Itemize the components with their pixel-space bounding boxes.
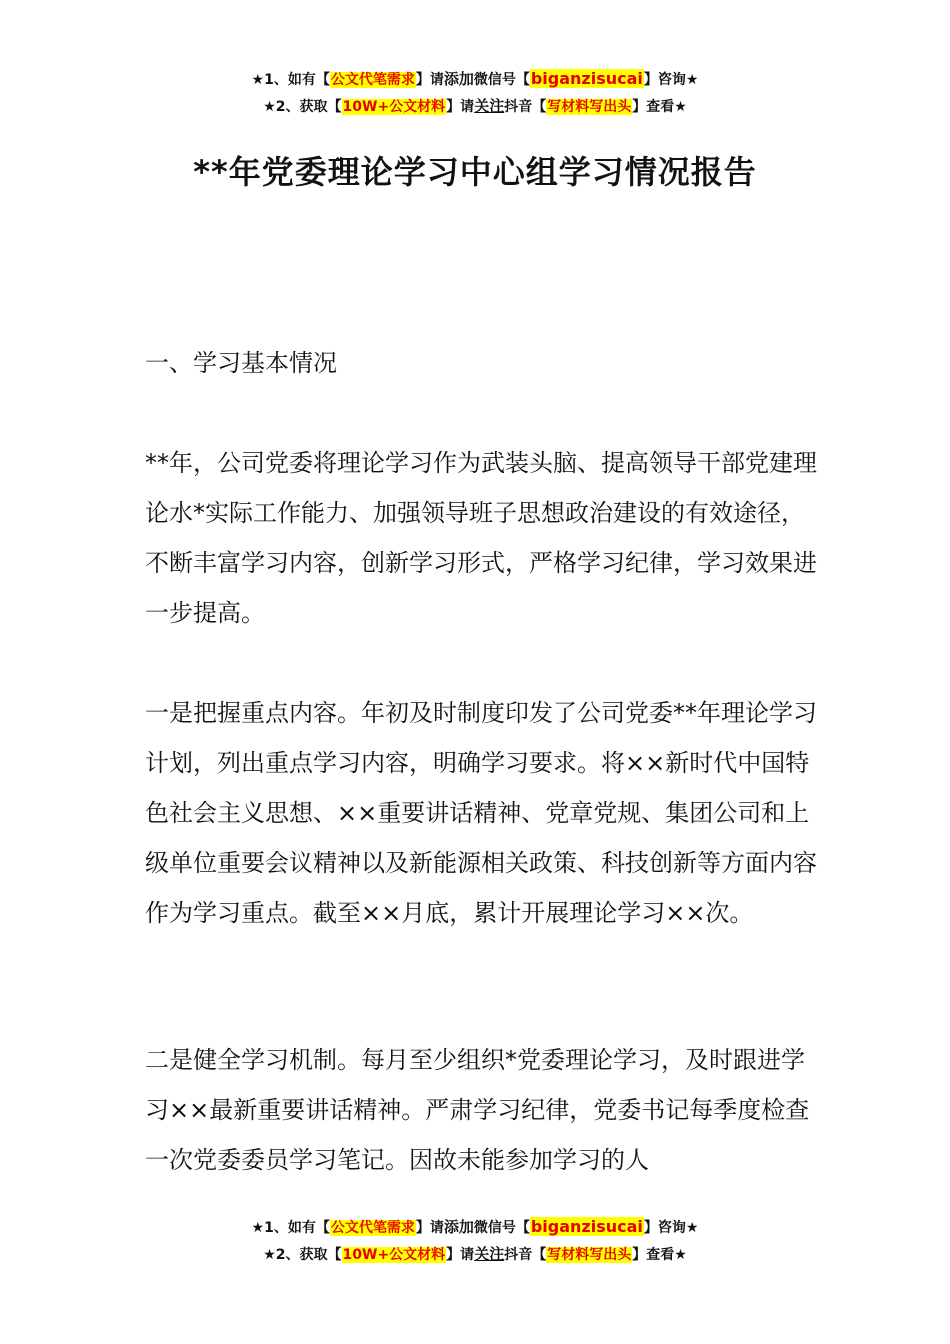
banner-text: 】请: [415, 1220, 444, 1236]
banner-emphasis: 添加: [443, 1218, 474, 1236]
highlight-materials: 10W+公文材料: [342, 99, 446, 115]
banner-text: 微信号【: [473, 1220, 530, 1236]
highlight-service: 公文代笔需求: [330, 1220, 415, 1236]
paragraph: [145, 688, 825, 938]
paragraph-text: **年，公司党委将理论学习作为武装头脑、提高领导干部党建理论水*实际工作能力、加强领导班子思想政治建设的有效途径，不断丰富学习内容，创新学习形式，严格学习纪律，学习效果进一步提高。: [145, 449, 817, 627]
banner-text: ★1、如有【: [251, 1220, 330, 1236]
paragraph-text: 一是把握重点内容。年初及时制度印发了公司党委**年理论学习计划，列出重点学习内容，明确学习要求。将××新时代中国特色社会主义思想、××重要讲话精神、党章党规、集团公司和上级单位重要会议精神以及新能源相关政策、科技创新等方面内容作为学习重点。截至××月底，累计开展理论学习××次。: [145, 699, 817, 927]
banner-line-1: [0, 66, 950, 93]
banner-text: 】请: [446, 1247, 475, 1263]
highlight-service: 公文代笔需求: [330, 72, 415, 88]
banner-line-2: [0, 93, 950, 120]
banner-emphasis: 添加: [443, 70, 474, 88]
banner-text: 】查看★: [632, 1247, 687, 1263]
banner-text: 微信号【: [473, 72, 530, 88]
banner-text: 】请: [446, 99, 475, 115]
banner-text: 】咨询★: [643, 72, 699, 88]
banner-line-2: [0, 1241, 950, 1268]
banner-text: 】咨询★: [643, 1220, 699, 1236]
banner-line-1: [0, 1214, 950, 1241]
banner-emphasis: 关注: [474, 97, 505, 115]
highlight-materials: 10W+公文材料: [342, 1247, 446, 1263]
section-heading-text: 一、学习基本情况: [145, 349, 337, 377]
highlight-douyin-id: 写材料写出头: [547, 99, 632, 115]
top-banner: [0, 66, 950, 120]
bottom-banner: [0, 1214, 950, 1268]
highlight-douyin-id: 写材料写出头: [547, 1247, 632, 1263]
banner-emphasis: 关注: [474, 1245, 505, 1263]
banner-text: ★1、如有【: [251, 72, 330, 88]
document-title: **年党委理论学习中心组学习情况报告: [193, 153, 757, 191]
banner-text: ★2、获取【: [263, 99, 342, 115]
paragraph: [145, 1035, 825, 1185]
highlight-wechat-id: biganzisucai: [530, 69, 643, 88]
banner-text: 抖音【: [504, 1247, 547, 1263]
banner-text: 抖音【: [504, 99, 547, 115]
paragraph-text: 二是健全学习机制。每月至少组织*党委理论学习，及时跟进学习××最新重要讲话精神。严肃学习纪律，党委书记每季度检查一次党委委员学习笔记。因故未能参加学习的人: [145, 1046, 810, 1174]
highlight-wechat-id: biganzisucai: [530, 1217, 643, 1236]
banner-text: ★2、获取【: [263, 1247, 342, 1263]
banner-text: 】查看★: [632, 99, 687, 115]
paragraph: [145, 438, 825, 638]
section-heading: [145, 338, 825, 388]
banner-text: 】请: [415, 72, 444, 88]
